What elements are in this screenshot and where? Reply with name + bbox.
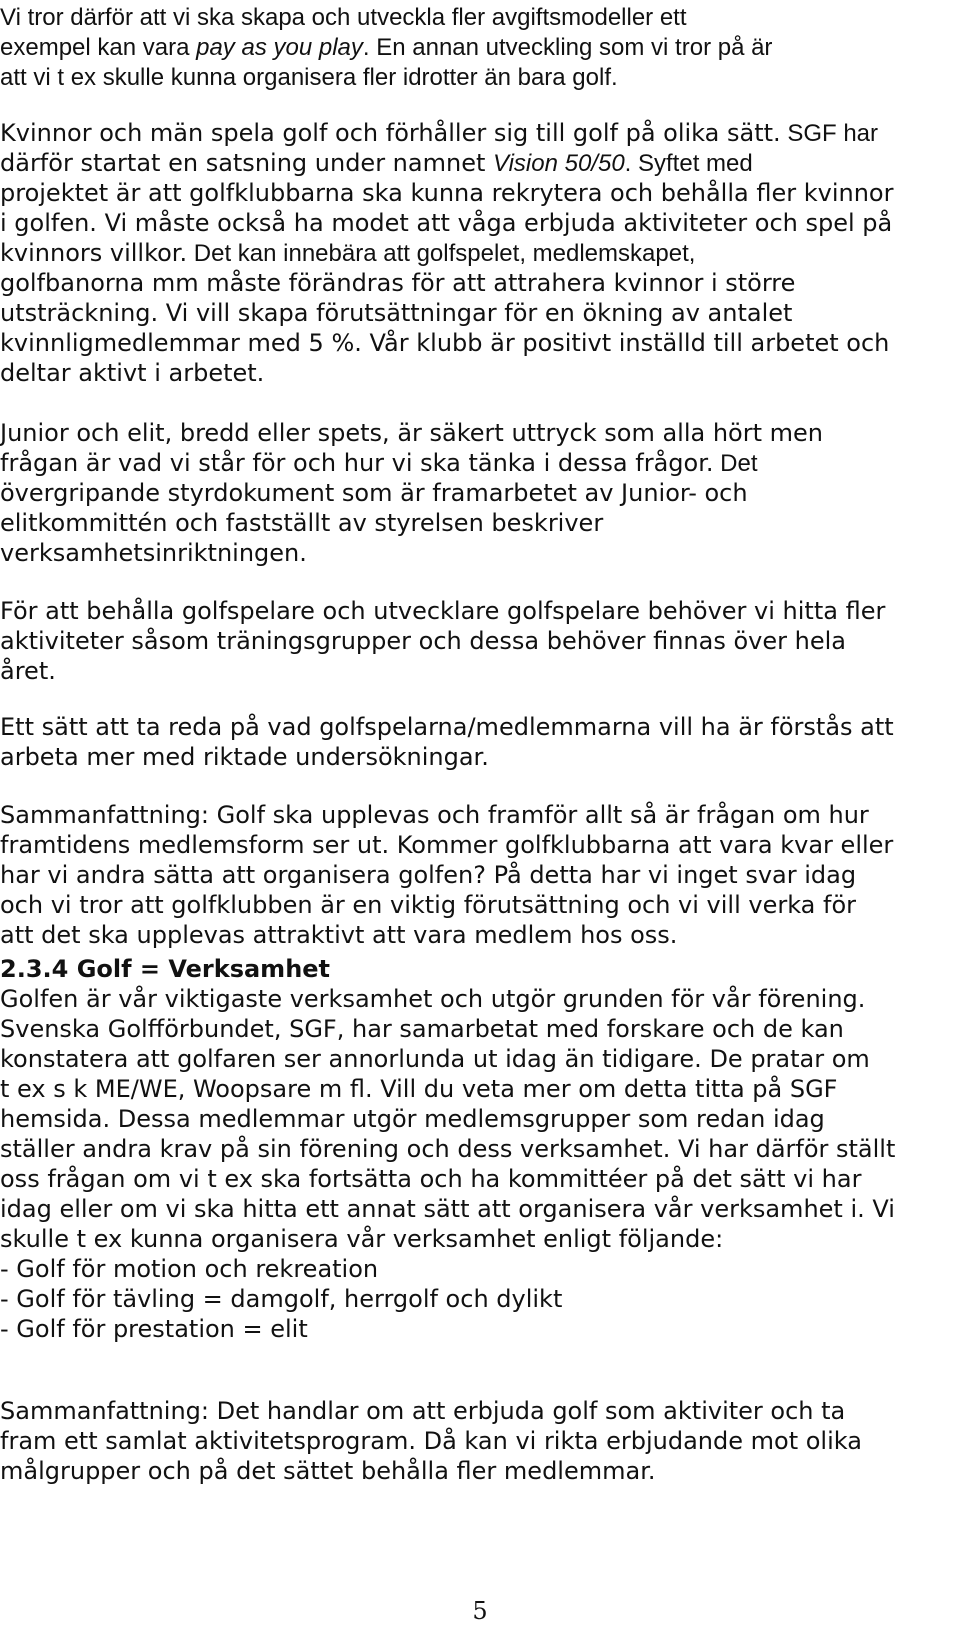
- text-run: ställer andra krav på sin förening och dess verksamhet. Vi har därför ställt: [0, 1135, 896, 1163]
- text-run: exempel kan vara: [0, 34, 197, 61]
- text-line: [0, 984, 960, 1014]
- text-run: Sammanfattning: Det handlar om att erbjuda golf som aktiviter och ta: [0, 1397, 846, 1425]
- text-run: framtidens medlemsform ser ut. Kommer golfklubbarna att vara kvar eller: [0, 831, 894, 859]
- paragraph-vision-50-50: [0, 118, 960, 388]
- text-line: [0, 32, 960, 62]
- text-line: [0, 508, 960, 538]
- text-run: hemsida. Dessa medlemmar utgör medlemsgrupper som redan idag: [0, 1105, 825, 1133]
- text-run: fram ett samlat aktivitetsprogram. Då kan vi rikta erbjudande mot olika: [0, 1427, 862, 1455]
- text-run: Svenska Golfförbundet, SGF, har samarbetat med forskare och de kan: [0, 1015, 844, 1043]
- text-run: verksamhetsinriktningen.: [0, 539, 307, 567]
- text-line: [0, 538, 960, 568]
- text-line: [0, 1456, 960, 1486]
- text-run: målgrupper och på det sättet behålla fler medlemmar.: [0, 1457, 656, 1485]
- text-line: [0, 656, 960, 686]
- text-line: [0, 62, 960, 92]
- text-run: - Golf för motion och rekreation: [0, 1255, 379, 1283]
- text-line: [0, 1314, 960, 1344]
- paragraph-sammanfattning-medlemsform: [0, 800, 960, 950]
- text-run: därför startat en satsning under namnet: [0, 149, 493, 177]
- page-number: 5: [472, 1597, 488, 1625]
- text-run: projektet är att golfklubbarna ska kunna rekrytera och behålla fler kvinnor: [0, 179, 894, 207]
- text-run: att det ska upplevas attraktivt att vara medlem hos oss.: [0, 921, 678, 949]
- text-run: frågan är vad vi står för och hur vi ska tänka i dessa frågor.: [0, 449, 714, 477]
- text-run: Ett sätt att ta reda på vad golfspelarna/medlemmarna vill ha är förstås att: [0, 713, 894, 741]
- paragraph-behalla-golfspelare: [0, 596, 960, 686]
- text-line: [0, 1284, 960, 1314]
- text-run: . Syftet med: [624, 150, 753, 177]
- text-line: [0, 830, 960, 860]
- text-line: [0, 596, 960, 626]
- section-heading: 2.3.4 Golf = Verksamhet: [0, 955, 331, 983]
- text-run: skulle t ex kunna organisera vår verksamhet enligt följande:: [0, 1225, 724, 1253]
- text-line: [0, 1396, 960, 1426]
- text-run: Vår klubb är positivt inställd till arbetet och: [361, 329, 890, 357]
- text-run: Kvinnor och män spela golf och förhåller sig till golf på olika sätt.: [0, 119, 781, 147]
- text-line: [0, 1194, 960, 1224]
- text-line: [0, 742, 960, 772]
- text-run: i golfen.: [0, 209, 97, 237]
- text-run: - Golf för prestation = elit: [0, 1315, 308, 1343]
- text-run: har vi andra sätta att organisera golfen? På detta har vi inget svar idag: [0, 861, 857, 889]
- text-line: [0, 208, 960, 238]
- text-line: [0, 418, 960, 448]
- text-line: [0, 478, 960, 508]
- text-run: och vi tror att golfklubben är en viktig förutsättning och vi vill verka för: [0, 891, 857, 919]
- text-run: För att behålla golfspelare och utvecklare golfspelare behöver vi hitta fler: [0, 597, 886, 625]
- text-run: Sammanfattning: Golf ska upplevas och framför allt så är frågan om hur: [0, 801, 869, 829]
- text-run: Det: [713, 450, 758, 477]
- text-run: . En annan utveckling som vi tror på är: [362, 34, 773, 61]
- text-line: [0, 1104, 960, 1134]
- text-run: kvinnligmedlemmar med 5 %.: [0, 329, 362, 357]
- text-line: [0, 954, 960, 984]
- text-run: oss frågan om vi t ex ska fortsätta och ha kommittéer på det sätt vi har: [0, 1165, 862, 1193]
- text-line: [0, 448, 960, 478]
- text-run: golfbanorna mm måste förändras för att attrahera kvinnor i större: [0, 269, 796, 297]
- text-line: [0, 238, 960, 268]
- text-run: arbeta mer med riktade undersökningar.: [0, 743, 489, 771]
- text-line: [0, 626, 960, 656]
- text-line: [0, 148, 960, 178]
- text-run: konstatera att golfaren ser annorlunda ut idag än tidigare. De pratar om: [0, 1045, 870, 1073]
- text-run: deltar aktivt i arbetet.: [0, 359, 265, 387]
- text-run: t ex s k ME/WE, Woopsare m fl. Vill du veta mer om detta titta på SGF: [0, 1075, 838, 1103]
- text-run: året.: [0, 657, 56, 685]
- text-line: [0, 890, 960, 920]
- text-line: [0, 1426, 960, 1456]
- text-run: Vi vill skapa förutsättningar för en ökning av antalet: [158, 299, 793, 327]
- paragraph-avgiftsmodeller: [0, 2, 960, 92]
- text-line: [0, 2, 960, 32]
- text-line: [0, 298, 960, 328]
- text-line: [0, 1224, 960, 1254]
- paragraph-junior-elit: [0, 418, 960, 568]
- text-line: [0, 920, 960, 950]
- text-run: Vi måste också ha modet att våga erbjuda aktiviteter och spel på: [96, 209, 893, 237]
- text-line: [0, 860, 960, 890]
- text-run: kvinnors villkor.: [0, 239, 188, 267]
- text-run: att vi t ex skulle kunna organisera fler idrotter än bara golf.: [0, 64, 618, 91]
- text-line: [0, 328, 960, 358]
- section-golf-verksamhet: [0, 954, 960, 1344]
- paragraph-sammanfattning-aktivitetsprogram: [0, 1396, 960, 1486]
- text-line: [0, 178, 960, 208]
- text-line: [0, 1074, 960, 1104]
- text-line: [0, 800, 960, 830]
- text-run: elitkommittén och fastställt av styrelsen beskriver: [0, 509, 604, 537]
- text-line: [0, 1014, 960, 1044]
- text-line: [0, 712, 960, 742]
- text-run: Det kan innebära att golfspelet, medlemskapet,: [187, 240, 696, 267]
- text-line: [0, 268, 960, 298]
- text-line: [0, 358, 960, 388]
- text-line: [0, 1134, 960, 1164]
- text-line: [0, 1164, 960, 1194]
- text-run: Junior och elit, bredd eller spets, är säkert uttryck som alla hört men: [0, 419, 823, 447]
- text-run: Golfen är vår viktigaste verksamhet och utgör grunden för vår förening.: [0, 985, 866, 1013]
- text-run: utsträckning.: [0, 299, 159, 327]
- text-run: SGF har: [780, 120, 879, 147]
- text-run: - Golf för tävling = damgolf, herrgolf och dylikt: [0, 1285, 563, 1313]
- text-run: pay as you play: [196, 34, 363, 61]
- text-run: Vi tror därför att vi ska skapa och utveckla fler avgiftsmodeller ett: [0, 4, 687, 31]
- text-run: aktiviteter såsom träningsgrupper och dessa behöver finnas över hela: [0, 627, 846, 655]
- text-line: [0, 1254, 960, 1284]
- paragraph-undersokningar: [0, 712, 960, 772]
- text-line: [0, 118, 960, 148]
- text-run: Vision 50/50: [493, 150, 625, 177]
- text-run: övergripande styrdokument som är framarbetet av Junior- och: [0, 479, 748, 507]
- text-line: [0, 1044, 960, 1074]
- text-run: idag eller om vi ska hitta ett annat sätt att organisera vår verksamhet i. Vi: [0, 1195, 895, 1223]
